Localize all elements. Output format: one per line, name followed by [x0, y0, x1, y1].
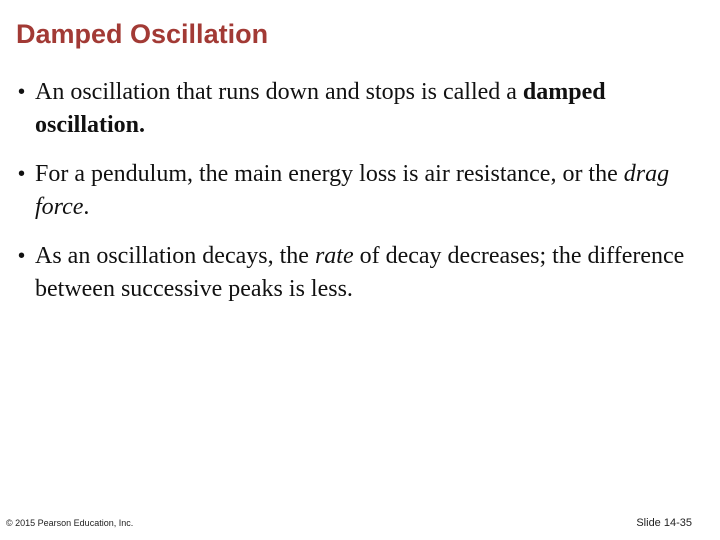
bullet-text: .	[83, 194, 90, 220]
bullet-list	[18, 76, 698, 322]
bullet-marker: •	[18, 245, 26, 267]
italic-term: rate	[314, 243, 354, 269]
bullet-marker: •	[18, 163, 26, 185]
bullet-text: of decay decreases; the difference between successive peaks is less.	[35, 243, 685, 302]
bullet-text: An oscillation that runs down and stops is called a	[35, 79, 523, 105]
bullet-item	[18, 76, 698, 142]
bullet-text: For a pendulum, the main energy loss is air resistance, or the	[35, 161, 624, 187]
bullet-item	[18, 158, 698, 224]
slide-number: Slide 14-35	[636, 517, 692, 529]
slide-title: Damped Oscillation	[16, 19, 269, 49]
bullet-item	[18, 240, 698, 306]
bullet-marker: •	[18, 81, 26, 103]
bullet-text: As an oscillation decays, the	[35, 243, 315, 269]
copyright-footer: © 2015 Pearson Education, Inc.	[6, 518, 134, 528]
bold-term: damped oscillation.	[35, 79, 606, 138]
italic-term: drag force	[35, 161, 670, 220]
